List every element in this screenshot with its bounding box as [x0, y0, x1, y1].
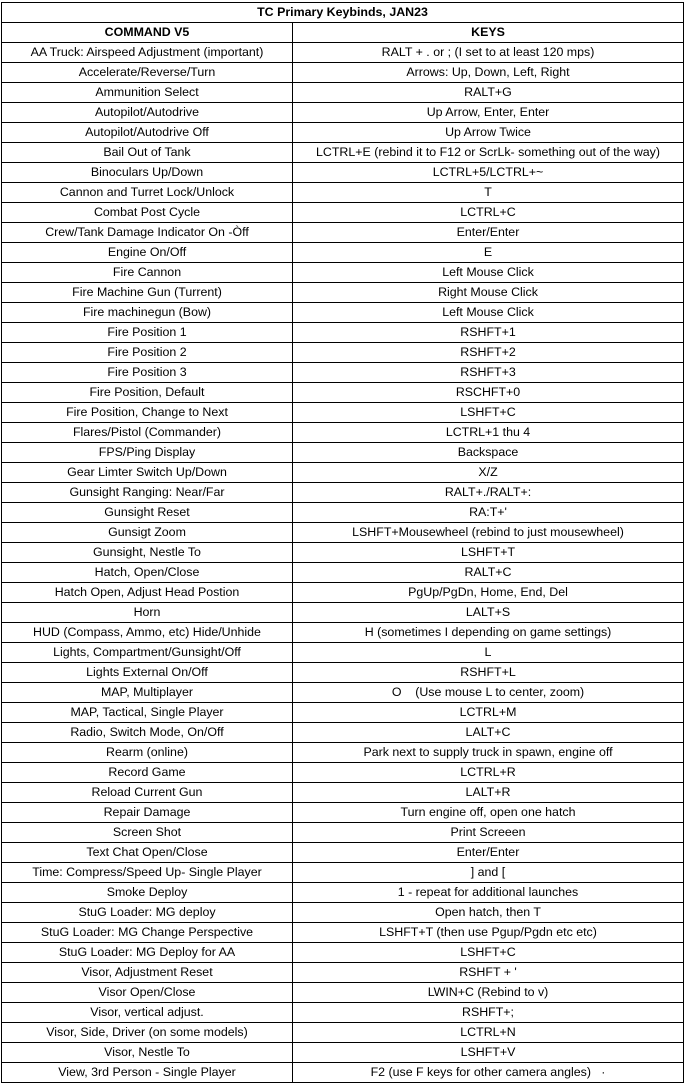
keys-cell: LCTRL+E (rebind it to F12 or ScrLk- something out of the way): [293, 143, 684, 163]
keys-cell: LCTRL+R: [293, 763, 684, 783]
command-cell: StuG Loader: MG Change Perspective: [2, 923, 293, 943]
command-cell: Fire Position, Change to Next: [2, 403, 293, 423]
table-row: [2, 363, 684, 383]
keys-cell: RSHFT+2: [293, 343, 684, 363]
table-row: [2, 1023, 684, 1043]
table-row: [2, 663, 684, 683]
table-row: [2, 863, 684, 883]
command-cell: Lights, Compartment/Gunsight/Off: [2, 643, 293, 663]
table-row: [2, 883, 684, 903]
keys-cell: Left Mouse Click: [293, 263, 684, 283]
command-cell: Smoke Deploy: [2, 883, 293, 903]
table-row: [2, 603, 684, 623]
keybinds-sheet: [1, 2, 683, 1083]
command-cell: Fire Position 2: [2, 343, 293, 363]
command-cell: Visor, Adjustment Reset: [2, 963, 293, 983]
table-row: [2, 443, 684, 463]
table-row: [2, 903, 684, 923]
keys-cell: Arrows: Up, Down, Left, Right: [293, 63, 684, 83]
command-cell: AA Truck: Airspeed Adjustment (important): [2, 43, 293, 63]
table-row: [2, 523, 684, 543]
table-row: [2, 803, 684, 823]
table-row: [2, 483, 684, 503]
table-row: [2, 163, 684, 183]
keys-cell: Print Screeen: [293, 823, 684, 843]
keys-cell: Up Arrow, Enter, Enter: [293, 103, 684, 123]
keys-cell: RALT+C: [293, 563, 684, 583]
table-row: [2, 383, 684, 403]
table-row: [2, 963, 684, 983]
table-row: [2, 103, 684, 123]
command-cell: Visor, vertical adjust.: [2, 1003, 293, 1023]
command-cell: Cannon and Turret Lock/Unlock: [2, 183, 293, 203]
table-row: [2, 623, 684, 643]
command-cell: Gunsight, Nestle To: [2, 543, 293, 563]
command-cell: Combat Post Cycle: [2, 203, 293, 223]
table-row: [2, 943, 684, 963]
command-cell: Gear Limter Switch Up/Down: [2, 463, 293, 483]
keys-cell: LWIN+C (Rebind to v): [293, 983, 684, 1003]
keys-cell: 1 - repeat for additional launches: [293, 883, 684, 903]
keys-cell: LCTRL+1 thu 4: [293, 423, 684, 443]
keys-cell: L: [293, 643, 684, 663]
table-row: [2, 823, 684, 843]
table-row: [2, 763, 684, 783]
command-cell: Fire Cannon: [2, 263, 293, 283]
command-cell: Text Chat Open/Close: [2, 843, 293, 863]
command-cell: Fire Position 1: [2, 323, 293, 343]
command-cell: Gunsight Ranging: Near/Far: [2, 483, 293, 503]
table-row: [2, 143, 684, 163]
sheet-title: TC Primary Keybinds, JAN23: [2, 3, 684, 23]
keys-cell: ] and [: [293, 863, 684, 883]
table-row: [2, 583, 684, 603]
table-row: [2, 223, 684, 243]
keys-cell: Turn engine off, open one hatch: [293, 803, 684, 823]
command-cell: Binoculars Up/Down: [2, 163, 293, 183]
keys-cell: LCTRL+M: [293, 703, 684, 723]
keys-cell: RSHFT+;: [293, 1003, 684, 1023]
keybinds-table: [1, 2, 684, 1083]
keys-cell: RA:T+': [293, 503, 684, 523]
command-cell: FPS/Ping Display: [2, 443, 293, 463]
command-cell: MAP, Tactical, Single Player: [2, 703, 293, 723]
keys-cell: PgUp/PgDn, Home, End, Del: [293, 583, 684, 603]
table-row: [2, 343, 684, 363]
keys-cell: RALT+./RALT+:: [293, 483, 684, 503]
command-column-header: COMMAND V5: [2, 23, 293, 43]
command-cell: Fire Position 3: [2, 363, 293, 383]
keys-cell: LALT+R: [293, 783, 684, 803]
table-row: [2, 1043, 684, 1063]
command-cell: Visor Open/Close: [2, 983, 293, 1003]
command-cell: Autopilot/Autodrive Off: [2, 123, 293, 143]
table-row: [2, 323, 684, 343]
keys-cell: Enter/Enter: [293, 843, 684, 863]
table-row: [2, 703, 684, 723]
command-cell: Accelerate/Reverse/Turn: [2, 63, 293, 83]
table-row: [2, 843, 684, 863]
table-row: [2, 183, 684, 203]
command-cell: Hatch, Open/Close: [2, 563, 293, 583]
table-row: [2, 723, 684, 743]
command-cell: Ammunition Select: [2, 83, 293, 103]
command-cell: Time: Compress/Speed Up- Single Player: [2, 863, 293, 883]
table-row: [2, 263, 684, 283]
command-cell: Fire Machine Gun (Turrent): [2, 283, 293, 303]
command-cell: Visor, Side, Driver (on some models): [2, 1023, 293, 1043]
keybinds-table-body: [2, 3, 684, 1083]
keys-cell: F2 (use F keys for other camera angles) ·: [293, 1063, 684, 1083]
keys-cell: LSHFT+C: [293, 943, 684, 963]
table-row: [2, 283, 684, 303]
command-cell: Hatch Open, Adjust Head Postion: [2, 583, 293, 603]
table-row: [2, 83, 684, 103]
table-row: [2, 123, 684, 143]
table-row: [2, 503, 684, 523]
command-cell: Horn: [2, 603, 293, 623]
keys-cell: Backspace: [293, 443, 684, 463]
command-cell: Rearm (online): [2, 743, 293, 763]
keys-cell: LSHFT+T (then use Pgup/Pgdn etc etc): [293, 923, 684, 943]
table-row: [2, 403, 684, 423]
keys-cell: LSHFT+C: [293, 403, 684, 423]
title-row: [2, 3, 684, 23]
command-cell: MAP, Multiplayer: [2, 683, 293, 703]
command-cell: Record Game: [2, 763, 293, 783]
keys-cell: RSHFT+L: [293, 663, 684, 683]
keys-cell: RALT+G: [293, 83, 684, 103]
keys-cell: LSHFT+V: [293, 1043, 684, 1063]
command-cell: Radio, Switch Mode, On/Off: [2, 723, 293, 743]
table-row: [2, 43, 684, 63]
keys-cell: LCTRL+5/LCTRL+~: [293, 163, 684, 183]
keys-cell: T: [293, 183, 684, 203]
keys-cell: Open hatch, then T: [293, 903, 684, 923]
keys-cell: Left Mouse Click: [293, 303, 684, 323]
command-cell: Gunsigt Zoom: [2, 523, 293, 543]
command-cell: View, 3rd Person - Single Player: [2, 1063, 293, 1083]
table-row: [2, 1003, 684, 1023]
keys-cell: RALT + . or ; (I set to at least 120 mps): [293, 43, 684, 63]
keys-cell: H (sometimes I depending on game settings): [293, 623, 684, 643]
command-cell: Engine On/Off: [2, 243, 293, 263]
keys-cell: LSHFT+T: [293, 543, 684, 563]
command-cell: Fire machinegun (Bow): [2, 303, 293, 323]
keys-cell: LCTRL+N: [293, 1023, 684, 1043]
keys-column-header: KEYS: [293, 23, 684, 43]
header-row: [2, 23, 684, 43]
keys-cell: LSHFT+Mousewheel (rebind to just mousewheel): [293, 523, 684, 543]
table-row: [2, 1063, 684, 1083]
command-cell: Screen Shot: [2, 823, 293, 843]
keys-cell: LCTRL+C: [293, 203, 684, 223]
command-cell: Bail Out of Tank: [2, 143, 293, 163]
command-cell: Lights External On/Off: [2, 663, 293, 683]
command-cell: Fire Position, Default: [2, 383, 293, 403]
keys-cell: Park next to supply truck in spawn, engine off: [293, 743, 684, 763]
command-cell: Repair Damage: [2, 803, 293, 823]
command-cell: StuG Loader: MG Deploy for AA: [2, 943, 293, 963]
keys-cell: RSHFT+1: [293, 323, 684, 343]
command-cell: Reload Current Gun: [2, 783, 293, 803]
table-row: [2, 923, 684, 943]
table-row: [2, 303, 684, 323]
keys-cell: RSCHFT+0: [293, 383, 684, 403]
command-cell: StuG Loader: MG deploy: [2, 903, 293, 923]
keys-cell: RSHFT + ': [293, 963, 684, 983]
command-cell: Gunsight Reset: [2, 503, 293, 523]
keys-cell: E: [293, 243, 684, 263]
table-row: [2, 743, 684, 763]
table-row: [2, 783, 684, 803]
keys-cell: LALT+S: [293, 603, 684, 623]
table-row: [2, 543, 684, 563]
keys-cell: O (Use mouse L to center, zoom): [293, 683, 684, 703]
table-row: [2, 203, 684, 223]
command-cell: Flares/Pistol (Commander): [2, 423, 293, 443]
table-row: [2, 63, 684, 83]
table-row: [2, 643, 684, 663]
keys-cell: RSHFT+3: [293, 363, 684, 383]
table-row: [2, 243, 684, 263]
table-row: [2, 563, 684, 583]
command-cell: Autopilot/Autodrive: [2, 103, 293, 123]
command-cell: HUD (Compass, Ammo, etc) Hide/Unhide: [2, 623, 293, 643]
table-row: [2, 463, 684, 483]
keys-cell: Right Mouse Click: [293, 283, 684, 303]
keys-cell: Up Arrow Twice: [293, 123, 684, 143]
table-row: [2, 983, 684, 1003]
table-row: [2, 683, 684, 703]
keys-cell: LALT+C: [293, 723, 684, 743]
keys-cell: Enter/Enter: [293, 223, 684, 243]
command-cell: Crew/Tank Damage Indicator On -Òff: [2, 223, 293, 243]
keys-cell: X/Z: [293, 463, 684, 483]
command-cell: Visor, Nestle To: [2, 1043, 293, 1063]
table-row: [2, 423, 684, 443]
